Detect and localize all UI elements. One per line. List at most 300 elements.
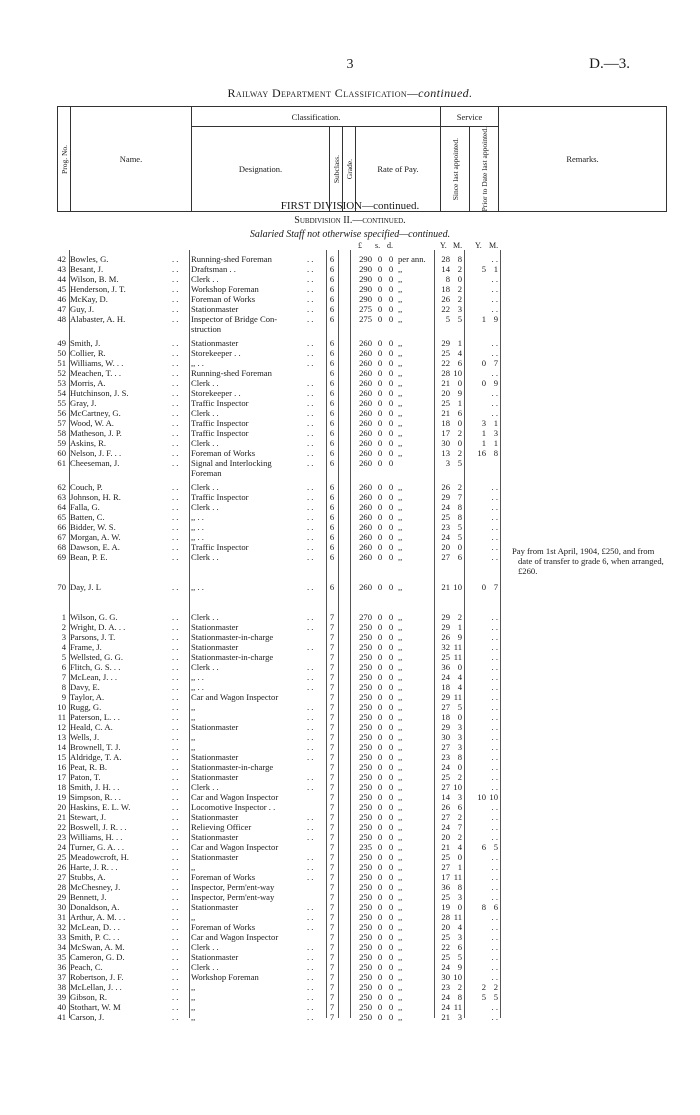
cell-pm: . . [491,254,498,264]
cell-d2: . . [307,732,314,742]
cell-name: McLellan, J. . . [70,982,122,992]
table-row [0,942,700,952]
cell-d1: . . [172,294,179,304]
cell-per: ,, [398,408,403,418]
cell-des: Clerk . . [191,662,219,672]
cell-des: Relieving Officer [191,822,252,832]
cell-name: Carson, J. [70,1012,105,1022]
cell-per: ,, [398,992,403,1002]
cell-pm: . . [491,952,498,962]
cell-d1: . . [172,338,179,348]
cell-d: 0 [388,264,394,274]
cell-sm: 3 [457,932,462,942]
header-since-last: Since last appointed. [441,127,470,212]
cell-per: ,, [398,862,403,872]
cell-no: 16 [57,762,66,772]
cell-d: 0 [388,418,394,428]
cell-d: 0 [388,982,394,992]
cell-amt: 250 [359,922,372,932]
cell-d: 0 [388,752,394,762]
cell-name: Morgan, A. W. [70,532,121,542]
table-row [0,482,700,492]
table-row [0,582,700,592]
cell-amt: 260 [359,502,372,512]
cell-no: 7 [61,672,66,682]
cell-s: 0 [377,822,383,832]
unit-years-since: Y. [440,241,447,250]
cell-d: 0 [388,338,394,348]
cell-name: Paterson, L. . . [70,712,120,722]
cell-des: Workshop Foreman [191,972,259,982]
cell-sy: 18 [441,682,450,692]
cell-d2: . . [307,348,314,358]
cell-s: 0 [377,314,383,324]
cell-d: 0 [388,902,394,912]
cell-d1: . . [172,532,179,542]
cell-amt: 250 [359,622,372,632]
table-row [0,732,700,742]
table-row [0,972,700,982]
cell-d2: . . [307,642,314,652]
table-row [0,692,700,702]
cell-per: ,, [398,642,403,652]
cell-d1: . . [172,254,179,264]
cell-amt: 260 [359,482,372,492]
cell-sm: 2 [457,772,462,782]
cell-des: Inspector of Bridge Con- [191,314,278,324]
cell-per: ,, [398,792,403,802]
cell-sm: 0 [457,762,462,772]
cell-sub: 6 [329,264,335,274]
cell-sub: 6 [329,512,335,522]
cell-des: Stationmaster-in-charge [191,632,274,642]
cell-des: ,, [191,732,196,742]
cell-pm: . . [491,542,498,552]
cell-no: 45 [57,284,66,294]
cell-amt: 250 [359,1002,372,1012]
cell-sub: 7 [329,942,335,952]
table-row [0,468,700,478]
cell-d1: . . [172,304,179,314]
cell-sub: 7 [329,732,335,742]
cell-s: 0 [377,702,383,712]
cell-sm: 3 [457,722,462,732]
cell-d2: . . [307,428,314,438]
cell-s: 0 [377,642,383,652]
cell-s: 0 [377,512,383,522]
cell-sm: 11 [453,1002,462,1012]
cell-d: 0 [388,742,394,752]
cell-des: Stationmaster [191,902,239,912]
cell-sub: 7 [329,952,335,962]
cell-pm: . . [491,274,498,284]
cell-d: 0 [388,1012,394,1022]
cell-name: Batten, C. [70,512,105,522]
cell-amt: 250 [359,862,372,872]
cell-d1: . . [172,662,179,672]
cell-sub: 7 [329,622,335,632]
page-reference: D.—3. [589,56,630,72]
cell-per: ,, [398,264,403,274]
cell-d2: . . [307,612,314,622]
cell-per: ,, [398,702,403,712]
cell-per: ,, [398,418,403,428]
cell-name: Williams, H. . . [70,832,123,842]
cell-pm: . . [491,942,498,952]
header-prog-no: Prog. No. [58,107,71,212]
cell-sub: 7 [329,822,335,832]
cell-des: ,, . . [191,672,204,682]
cell-no: 11 [57,712,66,722]
cell-s: 0 [377,672,383,682]
cell-no: 66 [57,522,66,532]
cell-no: 1 [61,612,66,622]
cell-des: ,, . . [191,532,204,542]
cell-d1: . . [172,772,179,782]
cell-sm: 5 [457,702,462,712]
cell-per: ,, [398,842,403,852]
cell-amt: 260 [359,388,372,398]
cell-name: McLean, J. . . [70,672,118,682]
table-row [0,458,700,468]
cell-no: 40 [57,1002,66,1012]
cell-sm: 7 [457,822,462,832]
cell-sub: 7 [329,882,335,892]
cell-s: 0 [377,1002,383,1012]
cell-name: McSwan, A. M. [70,942,125,952]
cell-sub: 7 [329,612,335,622]
cell-no: 9 [61,692,66,702]
table-row [0,672,700,682]
cell-sub: 6 [329,368,335,378]
cell-d1: . . [172,912,179,922]
table-row [0,832,700,842]
cell-d: 0 [388,852,394,862]
cell-sub: 6 [329,448,335,458]
cell-sub: 7 [329,702,335,712]
cell-amt: 250 [359,872,372,882]
cell-des: Clerk . . [191,782,219,792]
cell-d1: . . [172,732,179,742]
cell-no: 10 [57,702,66,712]
cell-per: ,, [398,1012,403,1022]
cell-sy: 29 [441,338,450,348]
cell-sy: 25 [441,512,450,522]
table-row [0,1012,700,1022]
cell-amt: 250 [359,982,372,992]
cell-sm: 2 [457,448,462,458]
cell-per: ,, [398,892,403,902]
cell-name: Besant, J. [70,264,104,274]
cell-des: Stationmaster [191,722,239,732]
cell-sub: 7 [329,812,335,822]
cell-d1: . . [172,872,179,882]
cell-s: 0 [377,782,383,792]
cell-d2: . . [307,952,314,962]
cell-sub: 6 [329,408,335,418]
cell-d1: . . [172,612,179,622]
cell-sub: 7 [329,892,335,902]
table-row [0,702,700,712]
table-row [0,492,700,502]
cell-sub: 6 [329,522,335,532]
cell-d1: . . [172,962,179,972]
cell-s: 0 [377,274,383,284]
cell-no: 26 [57,862,66,872]
cell-d1: . . [172,438,179,448]
cell-amt: 260 [359,542,372,552]
cell-no: 39 [57,992,66,1002]
cell-no: 42 [57,254,66,264]
cell-des: ,, [191,712,196,722]
cell-s: 0 [377,812,383,822]
cell-amt: 250 [359,1012,372,1022]
cell-amt: 250 [359,632,372,642]
cell-sub: 6 [329,532,335,542]
cell-s: 0 [377,992,383,1002]
cell-s: 0 [377,902,383,912]
cell-d2: . . [307,552,314,562]
cell-sm: 6 [457,358,462,368]
cell-pm: 1 [493,438,498,448]
table-row [0,812,700,822]
cell-des: ,, [191,862,196,872]
cell-d2: . . [307,398,314,408]
cell-amt: 260 [359,408,372,418]
cell-sub: 7 [329,672,335,682]
cell-per: ,, [398,932,403,942]
cell-d1: . . [172,552,179,562]
cell-sy: 20 [441,922,450,932]
cell-sub: 7 [329,662,335,672]
cell-no: 54 [57,388,66,398]
cell-s: 0 [377,952,383,962]
cell-amt: 275 [359,314,372,324]
cell-sub: 6 [329,254,335,264]
cell-sy: 27 [441,782,450,792]
cell-des: ,, [191,982,196,992]
cell-des: ,, [191,702,196,712]
cell-pm: . . [491,772,498,782]
cell-d: 0 [388,772,394,782]
cell-amt: 260 [359,378,372,388]
cell-d: 0 [388,378,394,388]
cell-d: 0 [388,274,394,284]
cell-sy: 22 [441,358,450,368]
cell-sub: 6 [329,542,335,552]
cell-d1: . . [172,542,179,552]
cell-d1: . . [172,448,179,458]
cell-pm: . . [491,398,498,408]
cell-no: 61 [57,458,66,468]
cell-des: Stationmaster [191,772,239,782]
cell-sub: 6 [329,502,335,512]
cell-d2: . . [307,852,314,862]
cell-pm: . . [491,932,498,942]
table-row [0,512,700,522]
cell-sub: 6 [329,358,335,368]
cell-sm: 3 [457,1012,462,1022]
cell-no: 18 [57,782,66,792]
cell-per: ,, [398,274,403,284]
cell-d1: . . [172,264,179,274]
cell-s: 0 [377,254,383,264]
cell-amt: 250 [359,692,372,702]
cell-name: Wellsted, G. G. [70,652,124,662]
cell-s: 0 [377,1012,383,1022]
cell-pm: . . [491,882,498,892]
cell-no: 63 [57,492,66,502]
cell-sm: 0 [457,902,462,912]
unit-pence: d. [387,241,393,250]
cell-pm: . . [491,338,498,348]
cell-sub: 6 [329,482,335,492]
cell-d1: . . [172,822,179,832]
cell-sy: 8 [445,274,450,284]
cell-no: 36 [57,962,66,972]
cell-pm: 6 [493,902,498,912]
table-row [0,632,700,642]
cell-pm: . . [491,532,498,542]
cell-s: 0 [377,752,383,762]
cell-name: Gibson, R. [70,992,108,1002]
cell-amt: 290 [359,264,372,274]
table-row [0,772,700,782]
table-row [0,682,700,692]
cell-sy: 30 [441,732,450,742]
cell-no: 67 [57,532,66,542]
cell-d: 0 [388,912,394,922]
cell-amt: 250 [359,952,372,962]
cell-no: 30 [57,902,66,912]
cell-sy: 25 [441,398,450,408]
cell-name: Nelson, J. F. . . [70,448,122,458]
cell-s: 0 [377,842,383,852]
cell-s: 0 [377,762,383,772]
cell-s: 0 [377,722,383,732]
cell-des: Traffic Inspector [191,418,249,428]
cell-s: 0 [377,682,383,692]
cell-no: 29 [57,892,66,902]
cell-no: 58 [57,428,66,438]
cell-d: 0 [388,428,394,438]
cell-s: 0 [377,662,383,672]
cell-no: 19 [57,792,66,802]
cell-des: ,, . . [191,522,204,532]
cell-per: per ann. [398,254,426,264]
table-row [0,388,700,398]
cell-d: 0 [388,662,394,672]
cell-py: 1 [481,314,486,324]
cell-name: Johnson, H. R. [70,492,121,502]
cell-d2: . . [307,438,314,448]
cell-py: 6 [481,842,486,852]
cell-s: 0 [377,582,383,592]
cell-no: 44 [57,274,66,284]
cell-sy: 29 [441,622,450,632]
cell-s: 0 [377,872,383,882]
header-classification: Classification. [192,107,441,127]
cell-name: Guy, J. [70,304,95,314]
cell-des: Locomotive Inspector . . [191,802,276,812]
cell-s: 0 [377,388,383,398]
unit-shillings: s. [375,241,381,250]
cell-sy: 27 [441,812,450,822]
cell-d1: . . [172,418,179,428]
cell-d: 0 [388,712,394,722]
cell-sm: 2 [457,428,462,438]
cell-des: Stationmaster-in-charge [191,652,274,662]
cell-s: 0 [377,458,383,468]
cell-per: ,, [398,512,403,522]
cell-sy: 29 [441,612,450,622]
cell-sy: 24 [441,502,450,512]
table-row [0,284,700,294]
cell-sm: 9 [457,962,462,972]
cell-no: 31 [57,912,66,922]
cell-sm: 0 [457,418,462,428]
cell-no: 5 [61,652,66,662]
cell-per: ,, [398,662,403,672]
cell-s: 0 [377,378,383,388]
cell-d: 0 [388,722,394,732]
cell-per: ,, [398,438,403,448]
cell-no: 50 [57,348,66,358]
cell-per: ,, [398,812,403,822]
cell-amt: 250 [359,802,372,812]
table-row [0,378,700,388]
cell-s: 0 [377,692,383,702]
table-row [0,358,700,368]
cell-sm: 3 [457,742,462,752]
table-row [0,254,700,264]
cell-d2: . . [307,702,314,712]
cell-sm: 4 [457,842,462,852]
cell-d: 0 [388,732,394,742]
cell-d: 0 [388,672,394,682]
cell-amt: 250 [359,972,372,982]
cell-amt: 250 [359,832,372,842]
cell-amt: 260 [359,458,372,468]
cell-d: 0 [388,458,394,468]
cell-d2: . . [307,812,314,822]
cell-d2: . . [307,448,314,458]
cell-sy: 5 [445,314,450,324]
cell-d: 0 [388,582,394,592]
table-row [0,348,700,358]
cell-d1: . . [172,692,179,702]
cell-per: ,, [398,732,403,742]
cell-pm: . . [491,612,498,622]
table-row [0,922,700,932]
cell-sm: 6 [457,942,462,952]
cell-d1: . . [172,972,179,982]
cell-des: Clerk . . [191,408,219,418]
cell-sub: 7 [329,982,335,992]
cell-name: Meadowcroft, H. [70,852,129,862]
cell-d1: . . [172,902,179,912]
cell-name: Harte, J. R. . . [70,862,118,872]
cell-name: McKay, D. [70,294,108,304]
cell-d: 0 [388,348,394,358]
cell-pm: . . [491,962,498,972]
cell-s: 0 [377,438,383,448]
cell-name: Dawson, E. A. [70,542,120,552]
cell-sub: 7 [329,772,335,782]
cell-per: ,, [398,552,403,562]
cell-sub: 6 [329,274,335,284]
cell-amt: 290 [359,274,372,284]
